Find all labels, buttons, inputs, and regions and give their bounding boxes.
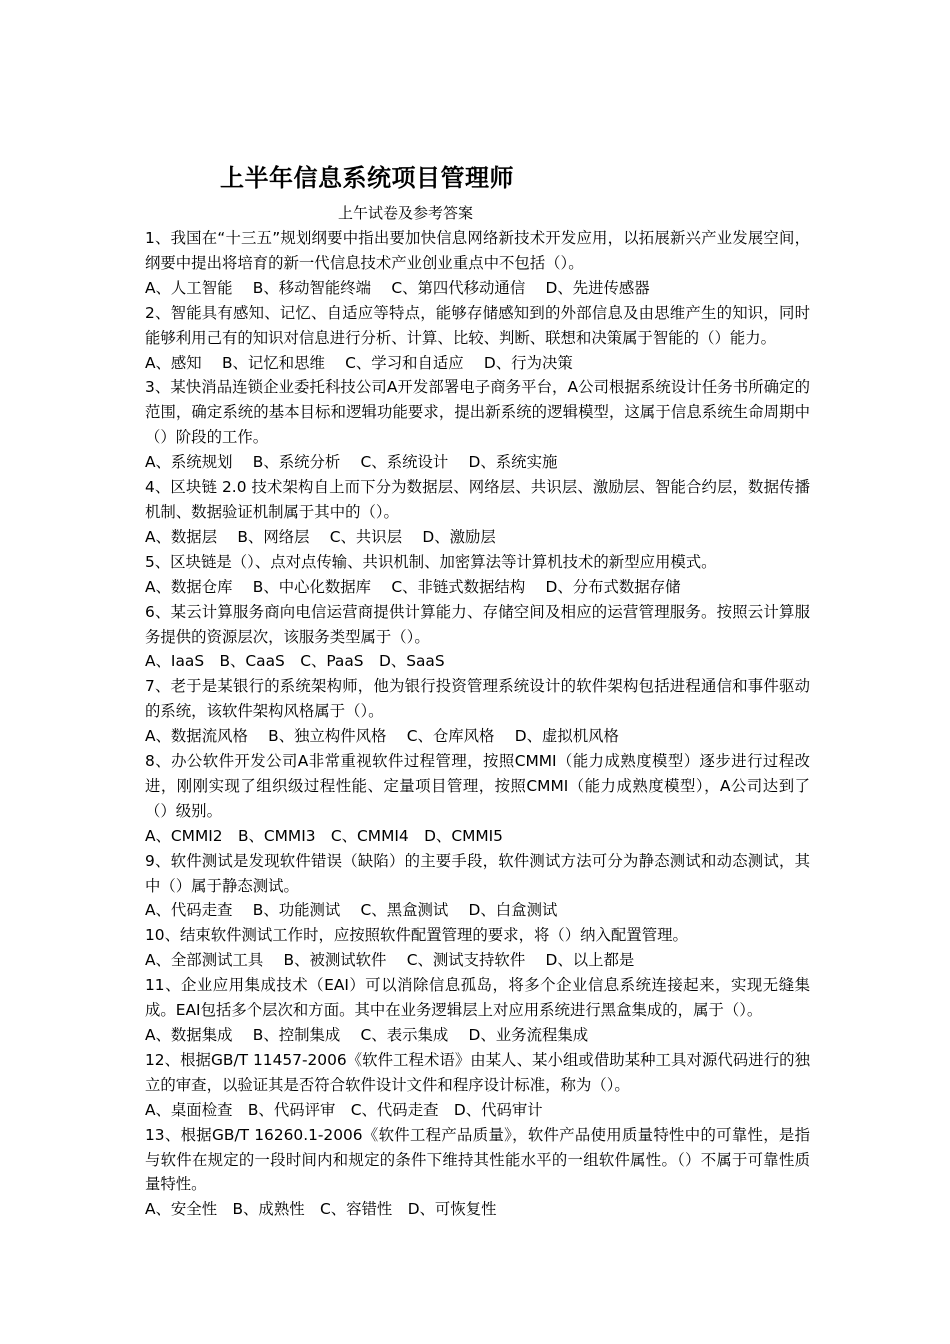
question-list bbox=[145, 226, 810, 1222]
question-item bbox=[145, 375, 810, 475]
question-text: 12、根据GB/T 11457-2006《软件工程术语》由某人、某小组或借助某种工具对源代码进行的独立的审查，以验证其是否符合软件设计文件和程序设计标准，称为（）。 bbox=[145, 1050, 810, 1094]
question-item bbox=[145, 849, 810, 924]
question-item bbox=[145, 674, 810, 749]
question-text: 4、区块链 2.0 技术架构自上而下分为数据层、网络层、共识层、激励层、智能合约层，数据传播机制、数据验证机制属于其中的（）。 bbox=[145, 478, 810, 521]
question-text: 3、某快消品连锁企业委托科技公司A开发部署电子商务平台，A公司根据系统设计任务书所确定的范围，确定系统的基本目标和逻辑功能要求，提出新系统的逻辑模型，这属于信息系统生命周期中（）阶段的工作。 bbox=[145, 378, 810, 447]
question-item bbox=[145, 1123, 810, 1223]
question-options: A、数据层 B、网络层 C、共识层 D、激励层 bbox=[145, 527, 496, 546]
question-text: 1、我国在“十三五”规划纲要中指出要加快信息网络新技术开发应用，以拓展新兴产业发展空间，纲要中提出将培育的新一代信息技术产业创业重点中不包括（）。 bbox=[145, 229, 810, 272]
question-text: 2、智能具有感知、记忆、自适应等特点，能够存储感知到的外部信息及由思维产生的知识，同时能够利用己有的知识对信息进行分析、计算、比较、判断、联想和决策属于智能的（）能力。 bbox=[145, 303, 810, 347]
question-options: A、系统规划 B、系统分析 C、系统设计 D、系统实施 bbox=[145, 453, 558, 472]
question-item bbox=[145, 973, 810, 1048]
question-text: 13、根据GB/T 16260.1-2006《软件工程产品质量》，软件产品使用质量特性中的可靠性，是指与软件在规定的一段时间内和规定的条件下维持其性能水平的一组软件属性。（）不属于可靠性质量特性。 bbox=[145, 1125, 810, 1194]
question-options: A、桌面检查 B、代码评审 C、代码走查 D、代码审计 bbox=[145, 1100, 543, 1119]
question-text: 5、区块链是（）、点对点传输、共识机制、加密算法等计算机技术的新型应用模式。 bbox=[145, 552, 717, 571]
question-options: A、感知 B、记忆和思维 C、学习和自适应 D、行为决策 bbox=[145, 353, 573, 372]
question-options: A、IaaS B、CaaS C、PaaS D、SaaS bbox=[145, 652, 445, 671]
question-item bbox=[145, 301, 810, 376]
document-title: 上半年信息系统项目管理师 bbox=[220, 164, 514, 192]
question-options: A、代码走查 B、功能测试 C、黑盒测试 D、白盒测试 bbox=[145, 901, 558, 920]
question-options: A、安全性 B、成熟性 C、容错性 D、可恢复性 bbox=[145, 1200, 497, 1219]
question-text: 11、企业应用集成技术（EAI）可以消除信息孤岛，将多个企业信息系统连接起来，实现无缝集成。EAI包括多个层次和方面。其中在业务逻辑层上对应用系统进行黑盒集成的，属于（）。 bbox=[145, 976, 810, 1020]
question-text: 7、老于是某银行的系统架构师，他为银行投资管理系统设计的软件架构包括进程通信和事件驱动的系统，该软件架构风格属于（）。 bbox=[145, 677, 810, 721]
question-options: A、数据仓库 B、中心化数据库 C、非链式数据结构 D、分布式数据存储 bbox=[145, 577, 681, 596]
question-item bbox=[145, 923, 810, 973]
question-options: A、CMMI2 B、CMMI3 C、CMMI4 D、CMMI5 bbox=[145, 826, 503, 845]
question-text: 8、办公软件开发公司A非常重视软件过程管理，按照CMMI（能力成熟度模型）逐步进行过程改进，刚刚实现了组织级过程性能、定量项目管理，按照CMMI（能力成熟度模型），A公司达到了（）级别。 bbox=[145, 752, 810, 820]
question-text: 6、某云计算服务商向电信运营商提供计算能力、存储空间及相应的运营管理服务。按照云计算服务提供的资源层次，该服务类型属于（）。 bbox=[145, 602, 810, 646]
question-item bbox=[145, 1048, 810, 1123]
question-item bbox=[145, 749, 810, 849]
question-item bbox=[145, 600, 810, 675]
question-text: 9、软件测试是发现软件错误（缺陷）的主要手段，软件测试方法可分为静态测试和动态测试，其中（）属于静态测试。 bbox=[145, 851, 810, 895]
question-item bbox=[145, 550, 810, 600]
question-item bbox=[145, 226, 810, 301]
document-subtitle: 上午试卷及参考答案 bbox=[338, 204, 474, 222]
question-options: A、数据流风格 B、独立构件风格 C、仓库风格 D、虚拟机风格 bbox=[145, 727, 619, 746]
question-options: A、全部测试工具 B、被测试软件 C、测试支持软件 D、以上都是 bbox=[145, 951, 635, 970]
question-options: A、人工智能 B、移动智能终端 C、第四代移动通信 D、先进传感器 bbox=[145, 278, 650, 297]
question-text: 10、结束软件测试工作时，应按照软件配置管理的要求，将（）纳入配置管理。 bbox=[145, 926, 688, 945]
question-item bbox=[145, 475, 810, 550]
question-options: A、数据集成 B、控制集成 C、表示集成 D、业务流程集成 bbox=[145, 1026, 589, 1044]
